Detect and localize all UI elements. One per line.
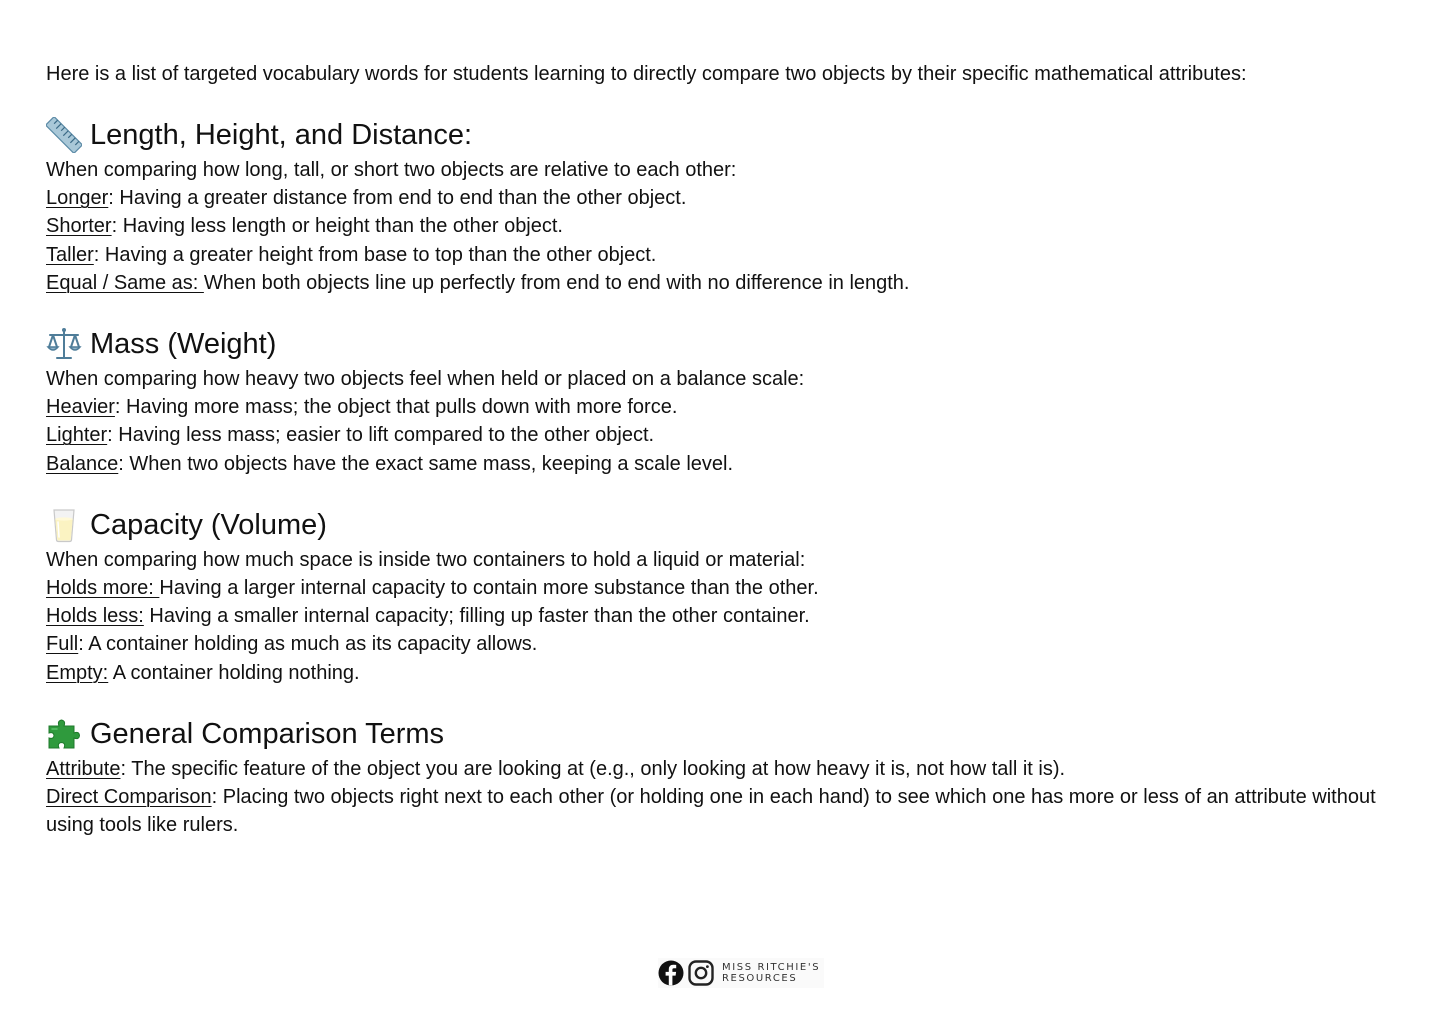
term-label: Longer [46,187,109,210]
term-definition: : Having less mass; easier to lift compared to the other object. [107,424,655,447]
section-description: When comparing how much space is inside two containers to hold a liquid or material: [46,548,806,571]
term-entry [46,421,1386,449]
term-label: Equal / Same as: [46,271,204,294]
brand-line-1: MISS RITCHIE'S [722,962,821,973]
section-heading [46,323,1386,365]
brand-logo [722,962,820,984]
section-length [46,114,1386,297]
section-heading [46,504,1386,546]
section-title: Length, Height, and Distance: [90,119,473,151]
term-definition: Having a larger internal capacity to contain more substance than the other. [159,577,819,600]
puzzle-piece-icon [46,716,82,752]
term-label: Balance [46,452,119,475]
section-description: When comparing how long, tall, or short two objects are relative to each other: [46,159,737,181]
glass-of-milk-icon [46,507,82,543]
term-entry [46,630,1386,658]
term-entry [46,393,1386,421]
section-title: Mass (Weight) [90,328,277,361]
term-definition: A container holding nothing. [108,661,360,684]
term-entry [46,269,1386,297]
term-definition: : Having less length or height than the other object. [111,215,563,238]
term-entry [46,184,1386,212]
section-mass [46,323,1386,478]
section-general [46,713,1386,840]
section-title: Capacity (Volume) [90,508,327,541]
term-entry [46,241,1386,269]
term-entry [46,602,1386,630]
instagram-icon[interactable] [688,960,714,986]
section-title: General Comparison Terms [90,717,445,750]
term-entry [46,450,1386,478]
section-heading [46,713,1386,755]
term-definition: Having a smaller internal capacity; filling up faster than the other container. [143,605,810,628]
brand-line-2: RESOURCES [722,973,798,984]
term-entry [46,755,1386,783]
term-label: Shorter [46,215,112,238]
term-label: Lighter [46,424,108,447]
section-heading [46,114,1386,156]
term-label: Full [46,633,79,656]
facebook-icon[interactable] [658,960,684,986]
term-label: Direct Comparison [46,786,212,809]
term-label: Heavier [46,396,115,419]
term-label: Holds less: [46,605,144,628]
term-entry [46,659,1386,687]
term-definition: : Having a greater height from base to top than the other object. [93,243,657,266]
term-definition: : Having a greater distance from end to end than the other object. [108,187,687,210]
term-label: Attribute [46,757,121,780]
term-entry [46,574,1386,602]
document-page [46,60,1386,865]
term-definition: : The specific feature of the object you are looking at (e.g., only looking at how heavy it is, not how tall it is). [120,757,1066,780]
term-definition: : Having more mass; the object that pulls down with more force. [114,396,678,419]
term-definition: When both objects line up perfectly from end to end with no difference in length. [203,271,910,294]
balance-scale-icon [46,326,82,362]
term-definition: : When two objects have the exact same mass, keeping a scale level. [118,452,734,475]
term-entry [46,212,1386,240]
section-description: When comparing how heavy two objects feel when held or placed on a balance scale: [46,368,805,391]
term-entry [46,783,1386,839]
term-label: Empty: [46,661,109,684]
footer-branding [658,958,824,988]
ruler-icon [46,117,82,153]
section-capacity [46,504,1386,687]
term-definition: : A container holding as much as its capacity allows. [78,633,538,656]
intro-text: Here is a list of targeted vocabulary words for students learning to directly compare two objects by their specific mathematical attributes: [46,63,1247,85]
term-label: Holds more: [46,577,160,600]
term-definition: : Placing two objects right next to each other (or holding one in each hand) to see which one has more or less of an attribute without using tools like rulers. [46,786,1382,837]
term-label: Taller [46,243,94,266]
